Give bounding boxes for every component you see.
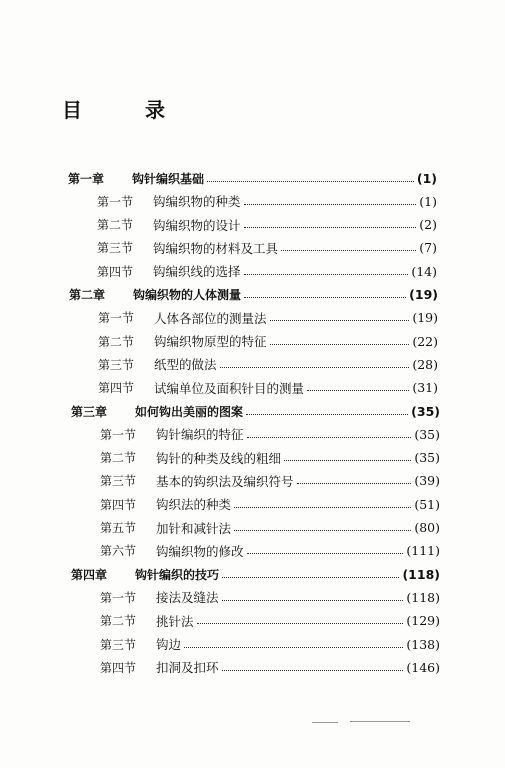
page-number: (35): [414, 426, 440, 442]
section-title: 钩编织物原型的特征: [154, 334, 267, 350]
scan-mark: [350, 721, 410, 722]
dot-leader: [247, 553, 404, 554]
page-number: (22): [412, 333, 438, 349]
page-number: (129): [406, 613, 440, 629]
dot-leader: [244, 297, 406, 298]
section-title: 人体各部位的测量法: [154, 310, 267, 326]
section-number: 第二节: [97, 218, 134, 233]
toc-section-row: [97, 190, 437, 212]
page-number: (1): [419, 193, 437, 209]
scan-mark: [312, 722, 338, 723]
page-number: (35): [411, 403, 440, 419]
page-number: (7): [419, 240, 437, 256]
chapter-title: 钩针编织基础: [132, 171, 205, 186]
dot-leader: [222, 577, 399, 578]
section-title: 试编单位及面积针目的测量: [154, 380, 305, 396]
section-number: 第三节: [100, 637, 137, 652]
page-number: (118): [402, 566, 440, 582]
section-number: 第二节: [98, 334, 135, 349]
section-number: 第三节: [98, 357, 135, 372]
toc-section-row: [100, 540, 440, 562]
chapter-title: 钩编织物的人体测量: [133, 288, 242, 302]
toc-section-row: [100, 470, 440, 492]
section-title: 钩编织物的种类: [153, 194, 241, 210]
page-number: (51): [414, 496, 440, 512]
toc-chapter-row: [71, 563, 440, 585]
toc-section-row: [100, 517, 440, 539]
section-number: 第三节: [97, 241, 134, 256]
page-number: (19): [412, 310, 438, 326]
toc-chapter-row: [69, 284, 438, 306]
dot-leader: [247, 437, 412, 438]
toc-section-row: [100, 447, 440, 469]
chapter-number: 第一章: [68, 171, 105, 186]
chapter-number: 第二章: [69, 288, 106, 302]
toc-section-row: [97, 260, 437, 282]
dot-leader: [244, 204, 417, 205]
dot-leader: [197, 623, 404, 624]
section-title: 钩边: [156, 637, 182, 652]
dot-leader: [270, 344, 410, 345]
toc-section-row: [98, 377, 438, 399]
chapter-number: 第四章: [71, 567, 108, 582]
section-number: 第二节: [100, 451, 137, 466]
toc-section-row: [97, 214, 437, 236]
dot-leader: [222, 600, 404, 601]
toc-section-row: [100, 586, 440, 608]
toc-section-row: [100, 423, 440, 445]
page-title: 目 录: [62, 98, 193, 122]
dot-leader: [244, 227, 417, 228]
dot-leader: [297, 483, 412, 484]
section-title: 钩针的种类及线的粗细: [156, 450, 282, 466]
section-title: 钩编织物的设计: [153, 217, 241, 233]
page-number: (138): [406, 636, 440, 652]
section-title: 扣洞及扣环: [156, 660, 219, 676]
page-number: (39): [414, 473, 440, 489]
section-number: 第一节: [98, 311, 135, 326]
section-title: 钩编织物的修改: [156, 543, 244, 559]
page-number: (118): [406, 589, 440, 605]
dot-leader: [234, 507, 411, 508]
toc-chapter-row: [71, 400, 440, 422]
dot-leader: [246, 414, 408, 415]
section-title: 钩织法的种类: [156, 497, 232, 513]
section-number: 第二节: [100, 614, 137, 629]
toc-section-row: [98, 307, 438, 329]
page-number: (35): [414, 450, 440, 466]
section-title: 挑针法: [156, 613, 194, 629]
dot-leader: [270, 320, 410, 321]
section-number: 第一节: [97, 194, 134, 209]
section-number: 第五节: [100, 521, 137, 535]
page-number: (31): [412, 380, 438, 396]
dot-leader: [220, 367, 410, 368]
page-number: (111): [406, 543, 440, 559]
section-title: 钩针编织的特征: [156, 427, 244, 443]
chapter-number: 第三章: [71, 404, 108, 419]
page-number: (28): [412, 356, 438, 372]
section-number: 第四节: [100, 497, 137, 512]
section-number: 第四节: [97, 264, 134, 279]
dot-leader: [184, 647, 403, 648]
toc-section-row: [97, 237, 437, 259]
dot-leader: [244, 274, 409, 275]
dot-leader: [222, 670, 404, 671]
toc-section-row: [100, 656, 440, 678]
dot-leader: [281, 250, 416, 251]
section-title: 纸型的做法: [154, 357, 217, 373]
section-number: 第六节: [100, 544, 137, 559]
dot-leader: [234, 530, 411, 531]
toc-section-row: [100, 610, 440, 632]
section-title: 钩编织线的选择: [153, 264, 241, 280]
chapter-title: 如何钩出美丽的图案: [135, 404, 244, 419]
page-number: (1): [416, 170, 437, 186]
section-number: 第一节: [100, 590, 137, 605]
dot-leader: [284, 460, 411, 461]
page-number: (2): [419, 217, 437, 233]
toc-section-row: [100, 633, 440, 655]
section-title: 钩编织物的材料及工具: [153, 240, 279, 256]
section-number: 第四节: [100, 660, 137, 675]
page-number: (80): [414, 520, 440, 535]
toc-chapter-row: [68, 167, 437, 189]
section-title: 基本的钩织法及编织符号: [156, 473, 294, 489]
page-number: (19): [409, 287, 438, 302]
toc-section-row: [98, 330, 438, 352]
section-number: 第四节: [98, 381, 135, 396]
dot-leader: [207, 181, 414, 182]
dot-leader: [307, 390, 409, 391]
section-number: 第三节: [100, 474, 137, 489]
chapter-title: 钩针编织的技巧: [135, 567, 220, 582]
page-number: (146): [406, 659, 440, 675]
page-number: (14): [411, 263, 437, 279]
toc-section-row: [100, 493, 440, 515]
toc-section-row: [98, 353, 438, 375]
section-title: 加针和减针法: [156, 520, 232, 536]
section-title: 接法及缝法: [156, 590, 219, 606]
section-number: 第一节: [100, 427, 137, 442]
